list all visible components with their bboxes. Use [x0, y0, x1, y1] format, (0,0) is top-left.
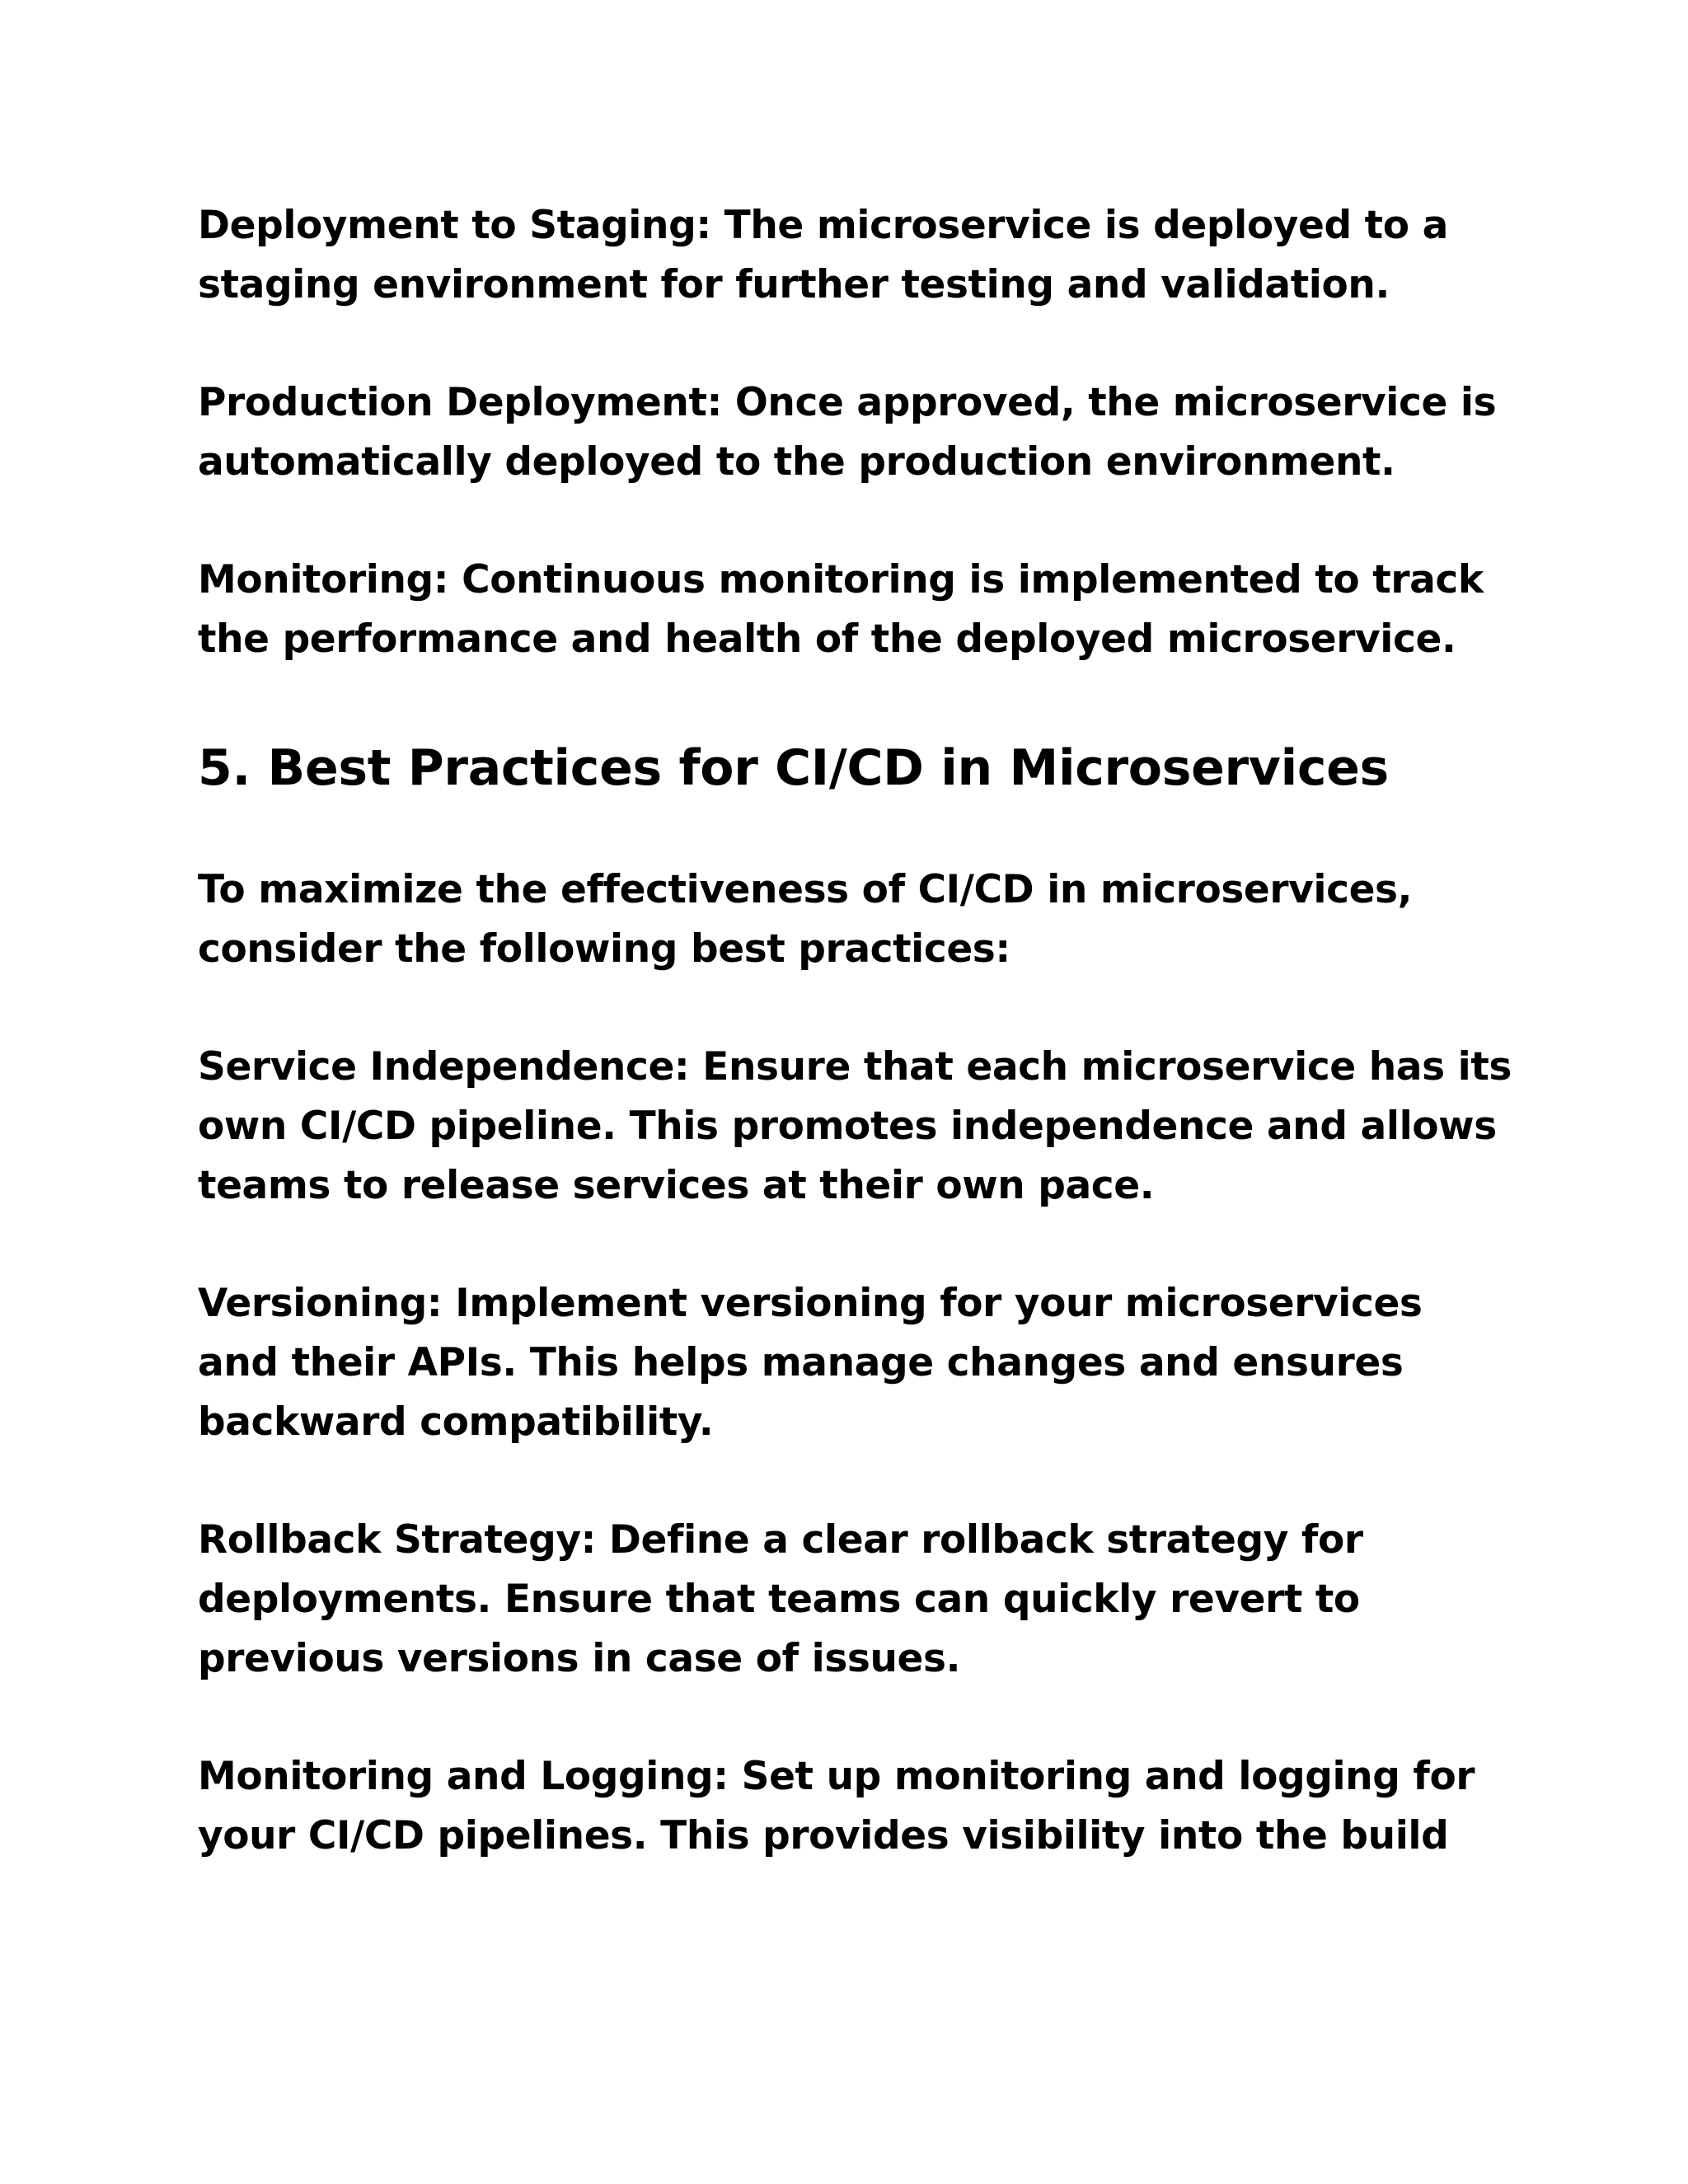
- text-line: Monitoring and Logging: Set up monitoring and logging for: [198, 1754, 1475, 1799]
- paragraph-deployment-to-staging: [198, 196, 1517, 315]
- text-line: Monitoring: Continuous monitoring is implemented to track: [198, 557, 1484, 602]
- text-line: previous versions in case of issues.: [198, 1636, 961, 1681]
- text-line: staging environment for further testing and validation.: [198, 262, 1390, 307]
- text-line: and their APIs. This helps manage changes and ensures: [198, 1340, 1404, 1385]
- text-line: the performance and health of the deployed microservice.: [198, 616, 1456, 662]
- page-content: [198, 196, 1517, 1924]
- paragraph-monitoring: [198, 551, 1517, 669]
- text-line: teams to release services at their own pace.: [198, 1163, 1155, 1208]
- text-line: backward compatibility.: [198, 1399, 714, 1445]
- text-line: Production Deployment: Once approved, the microservice is: [198, 380, 1497, 425]
- paragraph-production-deployment: [198, 373, 1517, 492]
- text-line: Service Independence: Ensure that each microservice has its: [198, 1044, 1512, 1090]
- text-line: To maximize the effectiveness of CI/CD in microservices,: [198, 867, 1413, 912]
- paragraph-monitoring-and-logging: [198, 1747, 1517, 1866]
- section-heading-best-practices: 5. Best Practices for CI/CD in Microservices: [198, 739, 1389, 797]
- text-line: deployments. Ensure that teams can quickly revert to: [198, 1577, 1360, 1622]
- text-line: own CI/CD pipeline. This promotes independence and allows: [198, 1104, 1497, 1149]
- text-line: automatically deployed to the production environment.: [198, 439, 1395, 485]
- paragraph-service-independence: [198, 1038, 1517, 1216]
- text-line: Deployment to Staging: The microservice is deployed to a: [198, 203, 1448, 248]
- text-line: consider the following best practices:: [198, 926, 1010, 972]
- paragraph-versioning: [198, 1274, 1517, 1452]
- text-line: Versioning: Implement versioning for your microservices: [198, 1281, 1423, 1326]
- text-line: your CI/CD pipelines. This provides visibility into the build: [198, 1813, 1449, 1858]
- paragraph-rollback-strategy: [198, 1511, 1517, 1689]
- paragraph-intro-best-practices: [198, 860, 1517, 979]
- text-line: Rollback Strategy: Define a clear rollback strategy for: [198, 1517, 1363, 1563]
